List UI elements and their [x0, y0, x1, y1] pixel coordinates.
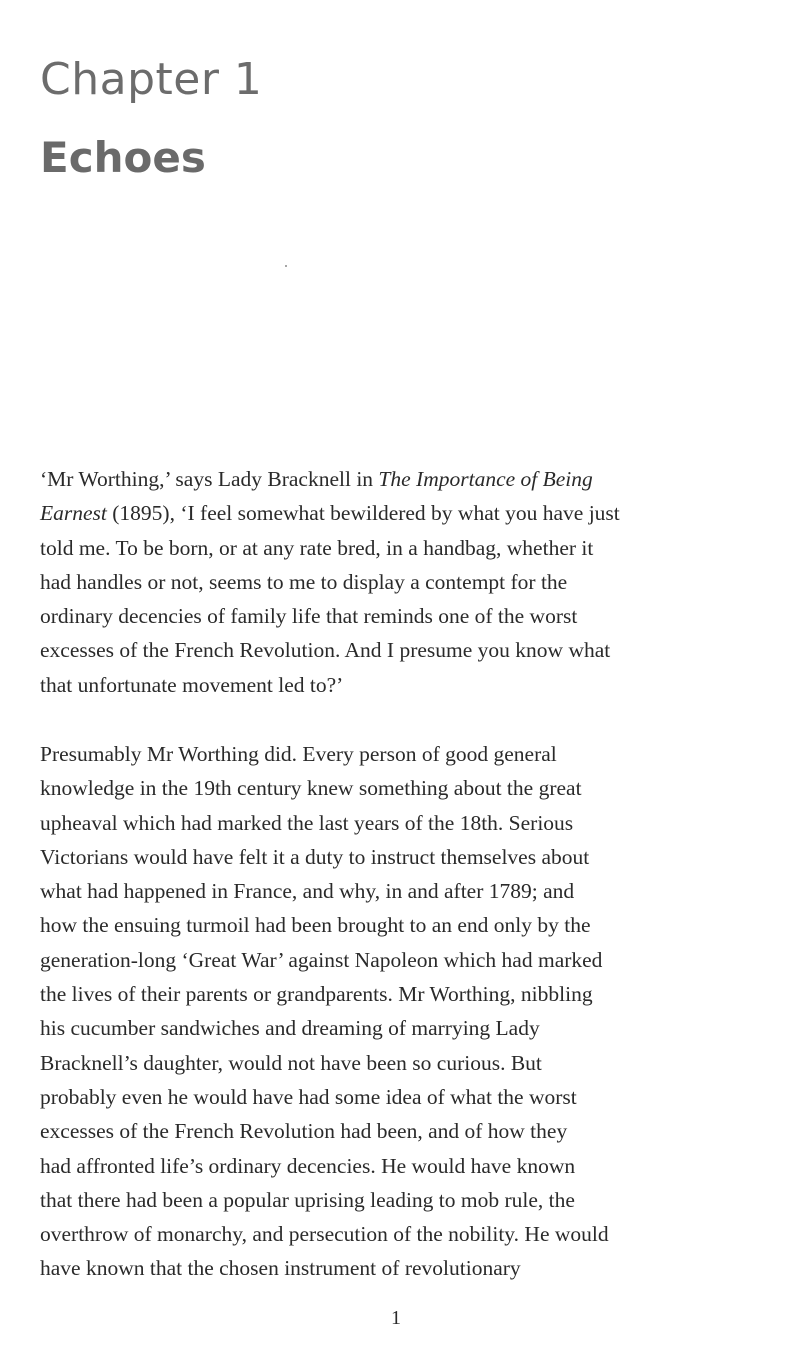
text-line: [40, 1046, 740, 1080]
text-run: probably even he would have had some idea of what the worst: [40, 1084, 577, 1109]
text-run: that there had been a popular uprising leading to mob rule, the: [40, 1187, 575, 1212]
chapter-title: Echoes: [40, 133, 206, 182]
italic-title-text: Earnest: [40, 501, 107, 526]
text-run: ‘Mr Worthing,’ says Lady Bracknell in: [40, 467, 379, 491]
text-line: [40, 599, 740, 633]
text-run: had handles or not, seems to me to display a contempt for the: [40, 569, 568, 594]
text-line: [40, 1183, 740, 1217]
text-line: [40, 633, 740, 667]
text-run: excesses of the French Revolution had been, and of how they: [40, 1119, 568, 1144]
text-run: have known that the chosen instrument of revolutionary: [40, 1256, 521, 1281]
text-line: [40, 977, 740, 1011]
text-run: generation-long ‘Great War’ against Napoleon which had marked: [40, 947, 603, 972]
text-line: [40, 496, 740, 530]
text-run: Presumably Mr Worthing did. Every person of good general: [40, 742, 557, 766]
text-run: had affronted life’s ordinary decencies. He would have known: [40, 1153, 576, 1178]
chapter-number: Chapter 1: [40, 54, 263, 105]
text-line: [40, 531, 740, 565]
paragraph-2: [40, 737, 740, 1286]
text-run: Bracknell’s daughter, would not have been so curious. But: [40, 1050, 542, 1075]
text-run: knowledge in the 19th century knew something about the great: [40, 776, 582, 801]
text-line: [40, 1011, 740, 1045]
text-line: [40, 1251, 740, 1285]
text-line: [40, 806, 740, 840]
text-line: [40, 668, 740, 702]
text-run: that unfortunate movement led to?’: [40, 672, 344, 697]
text-line: [40, 874, 740, 908]
text-run: upheaval which had marked the last years of the 18th. Serious: [40, 810, 574, 835]
text-line: [40, 462, 740, 496]
text-run: excesses of the French Revolution. And I presume you know what: [40, 638, 611, 663]
text-run: Victorians would have felt it a duty to instruct themselves about: [40, 844, 590, 869]
italic-title-text: The Importance of Being: [378, 467, 593, 491]
text-line: [40, 771, 740, 805]
text-line: [40, 1217, 740, 1251]
text-run: how the ensuing turmoil had been brought to an end only by the: [40, 913, 591, 938]
text-run: overthrow of monarchy, and persecution of the nobility. He would: [40, 1222, 609, 1247]
text-line: [40, 840, 740, 874]
paragraph-1: [40, 462, 740, 702]
page-number: 1: [391, 1307, 401, 1329]
text-line: [40, 943, 740, 977]
text-run: (1895), ‘I feel somewhat bewildered by what you have just: [106, 501, 620, 526]
text-run: what had happened in France, and why, in and after 1789; and: [40, 879, 575, 904]
text-run: his cucumber sandwiches and dreaming of marrying Lady: [40, 1016, 540, 1041]
text-run: told me. To be born, or at any rate bred, in a handbag, whether it: [40, 535, 594, 560]
text-line: [40, 737, 740, 771]
text-line: [40, 908, 740, 942]
text-run: ordinary decencies of family life that reminds one of the worst: [40, 604, 578, 629]
text-line: [40, 1149, 740, 1183]
text-line: [40, 565, 740, 599]
text-line: [40, 1080, 740, 1114]
text-line: [40, 1114, 740, 1148]
print-speck: [285, 265, 287, 267]
text-run: the lives of their parents or grandparents. Mr Worthing, nibbling: [40, 982, 593, 1007]
